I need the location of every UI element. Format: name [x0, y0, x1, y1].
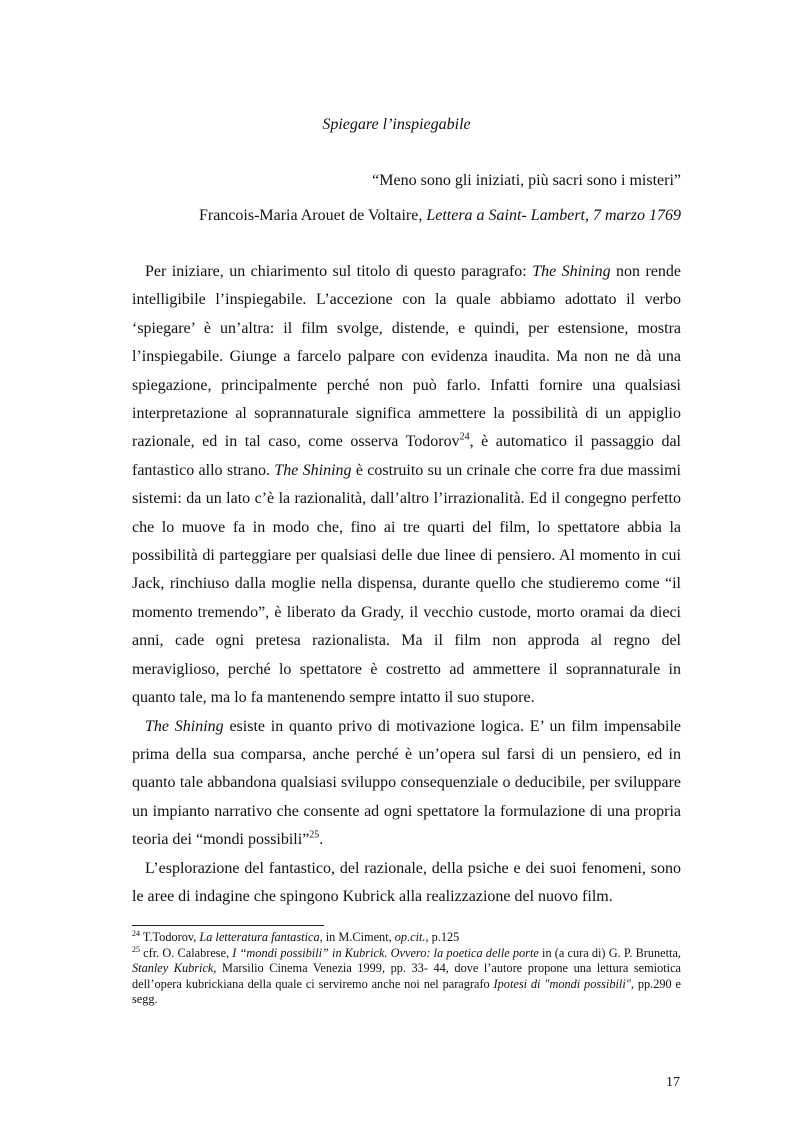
text-run: Per iniziare, un chiarimento sul titolo di questo paragrafo: [145, 263, 533, 280]
section-reference: Ipotesi di "mondi possibili", [493, 976, 634, 991]
text-run: Marsilio Cinema Venezia 1999, pp. 33- 44, dove l’autore propone una lettura semiotica dell’opera kubrickiana della quale ci serviremo anche noi nel paragrafo [132, 961, 681, 991]
book-title: La letteratura fantastica, [199, 930, 323, 944]
film-title: The Shining [274, 461, 352, 479]
text-run: , è automatico il passaggio dal fantastico allo strano. [132, 433, 681, 479]
paragraph-1 [132, 258, 681, 713]
epigraph-attribution [199, 207, 681, 225]
text-run: in M.Ciment, [322, 930, 395, 944]
footnote-ref-25[interactable]: 25 [309, 829, 320, 841]
text-run: esiste in quanto privo di motivazione logica. E’ un film impensabile prima della sua comparsa, anche perché è un’opera sul farsi di un pensiero, ed in quanto tale abbandona qualsiasi sviluppo consequenziale o deducibile, per sviluppare un impianto narrativo che consente ad ogni spettatore la formulazione di una propria teoria dei “mondi possibili” [132, 717, 682, 849]
epigraph-author: Francois-Maria Arouet de Voltaire, [198, 207, 427, 224]
text-run: cfr. O. Calabrese, [140, 945, 233, 960]
text-run: è costruito su un crinale che corre fra due massimi sistemi: da un lato c’è la razionalità, dall’altro l’irrazionalità. Ed il congegno perfetto che lo muove fa in modo che, fino ai tre quarti del film, lo spettatore abbia la possibilità di parteggiare per qualsiasi delle due linee di pensiero. Al momento in cui Jack, rinchiuso dalla moglie nella dispensa, durante quello che studieremo come “il momento tremendo”, è liberato da Grady, il vecchio custode, morto oramai da dieci anni, cade ogni pretesa razionalista. Ma il film non approda al regno del meraviglioso, perché lo spettatore è costretto ad ammettere il soprannaturale in quanto tale, ma lo fa mantenendo sempre intatto il suo stupore. [132, 461, 681, 707]
film-title: The Shining [532, 263, 611, 280]
paragraph-2 [132, 713, 681, 855]
citation-abbrev: op.cit. [394, 930, 426, 944]
footnote-number: 25 [132, 944, 140, 954]
text-run: pp.290 e segg. [132, 976, 681, 1006]
footnote-divider [132, 925, 324, 926]
book-title: Stanley Kubrick, [132, 961, 217, 975]
footnote-25 [132, 946, 681, 1008]
footnote-ref-24[interactable]: 24 [459, 432, 470, 444]
essay-title: I “mondi possibili” in Kubrick. Ovvero: la poetica delle porte [232, 945, 539, 960]
epigraph-source: Lettera a Saint- Lambert, 7 marzo 1769 [426, 207, 681, 224]
body-text [132, 258, 681, 911]
section-title: Spiegare l’inspiegabile [322, 116, 471, 133]
footnote-24 [132, 930, 681, 946]
text-run: , p.125 [425, 930, 460, 944]
text-run: . [319, 831, 324, 849]
film-title: The Shining [145, 717, 224, 735]
paragraph-3: L’esplorazione del fantastico, del razionale, della psiche e dei suoi fenomeni, sono le aree di indagine che spingono Kubrick alla realizzazione del nuovo film. [132, 859, 681, 905]
footnote-number: 24 [132, 928, 140, 938]
text-run: T.Todorov, [140, 930, 200, 944]
text-run: non rende intelligibile l’inspiegabile. L’accezione con la quale abbiamo adottato il verbo ‘spiegare’ è un’altra: il film svolge, distende, e quindi, per estensione, mostra l’inspiegabile. Giunge a farcelo palpare con evidenza inaudita. Ma non ne dà una spiegazione, principalmente perché non può farlo. Infatti fornire una qualsiasi interpretazione al soprannaturale significa ammettere la possibilità di un appiglio razionale, ed in tal caso, come osserva Todorov [132, 263, 682, 451]
page-number: 17 [666, 1075, 680, 1090]
footnotes [132, 930, 681, 1008]
text-run: in (a cura di) G. P. Brunetta, [538, 945, 681, 960]
epigraph-quote: “Meno sono gli iniziati, più sacri sono i misteri” [372, 172, 681, 189]
